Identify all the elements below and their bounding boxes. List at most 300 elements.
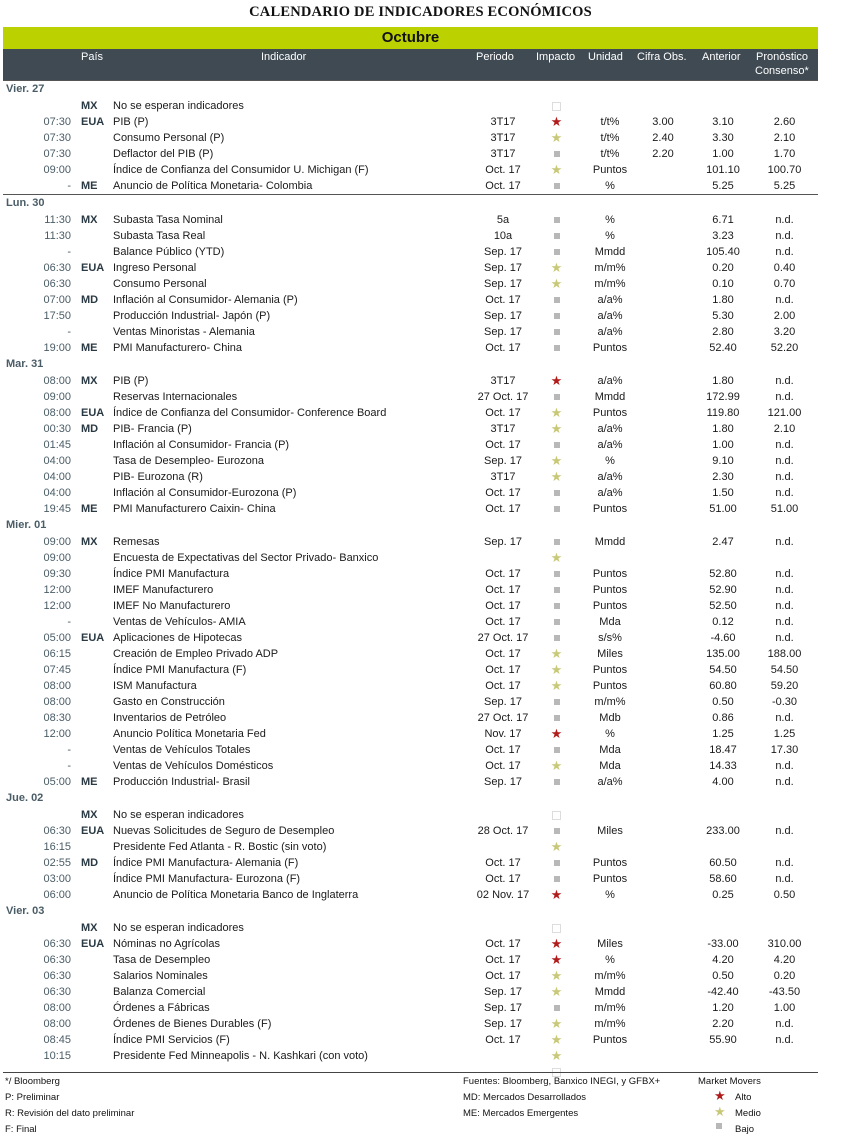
country-cell: ME	[81, 503, 98, 515]
period-cell: 28 Oct. 17	[477, 825, 529, 837]
period-cell: 27 Oct. 17	[477, 391, 529, 403]
footer-market-movers: Market Movers	[698, 1076, 761, 1087]
indicator-cell: Creación de Empleo Privado ADP	[113, 648, 279, 660]
table-row	[3, 968, 818, 984]
period-cell: Sep. 17	[484, 262, 522, 274]
unit-cell: Puntos	[592, 664, 628, 676]
period-cell: Sep. 17	[484, 246, 522, 258]
period-cell: Oct. 17	[485, 970, 521, 982]
indicator-cell: Inventarios de Petróleo	[113, 712, 227, 724]
table-row	[3, 694, 818, 710]
table-row	[3, 308, 818, 324]
period-cell: 02 Nov. 17	[476, 889, 530, 901]
header-anterior: Anterior	[702, 51, 741, 63]
impact-low-square-icon	[544, 1000, 569, 1016]
table-row	[3, 598, 818, 614]
table-row	[3, 887, 818, 903]
time-cell: -	[67, 760, 71, 772]
indicator-cell: Presidente Fed Atlanta - R. Bostic (sin voto)	[113, 841, 327, 853]
impact-low-square-icon	[544, 292, 569, 308]
previous-cell: 135.00	[706, 648, 740, 660]
unit-cell: Puntos	[592, 873, 628, 885]
previous-cell: 5.30	[712, 310, 734, 322]
table-row	[3, 614, 818, 630]
unit-cell: Miles	[597, 648, 623, 660]
unit-cell: a/a%	[597, 776, 623, 788]
indicator-cell: Índice PMI Manufactura- Eurozona (F)	[113, 873, 301, 885]
previous-cell: 0.10	[712, 278, 734, 290]
table-row	[3, 421, 818, 437]
previous-cell: 0.25	[712, 889, 734, 901]
impact-medium-star-icon: ★	[550, 1032, 563, 1047]
period-cell: Oct. 17	[485, 439, 521, 451]
day-header	[3, 356, 818, 373]
unit-cell: t/t%	[600, 116, 620, 128]
table-row	[3, 260, 818, 276]
impact-high-star-icon: ★	[550, 114, 563, 129]
country-cell: MX	[81, 922, 98, 934]
indicator-cell: Balance Público (YTD)	[113, 246, 225, 258]
impact-low-square-icon	[544, 855, 569, 871]
previous-cell: 58.60	[709, 873, 737, 885]
page-title: CALENDARIO DE INDICADORES ECONÓMICOS	[249, 4, 592, 20]
table-row	[3, 405, 818, 421]
forecast-cell: 17.30	[770, 744, 799, 756]
unit-cell: Puntos	[592, 584, 628, 596]
indicator-cell: Balanza Comercial	[113, 986, 206, 998]
forecast-cell: 3.20	[773, 326, 796, 338]
previous-cell: -42.40	[707, 986, 739, 998]
impact-low-square-icon	[544, 178, 569, 194]
footer-note-final: F: Final	[5, 1124, 37, 1135]
time-cell: 04:00	[43, 455, 71, 467]
time-cell: 08:00	[43, 1002, 71, 1014]
previous-cell: 1.20	[712, 1002, 734, 1014]
time-cell: 09:00	[43, 391, 71, 403]
impact-low-square-icon	[544, 340, 569, 356]
forecast-cell: 2.00	[773, 310, 796, 322]
time-cell: 17:50	[43, 310, 71, 322]
impact-medium-star-icon: ★	[550, 839, 563, 854]
indicator-cell: ISM Manufactura	[113, 680, 197, 692]
table-row	[3, 726, 818, 742]
period-cell: Oct. 17	[485, 680, 521, 692]
unit-cell: Miles	[597, 825, 623, 837]
country-cell: ME	[81, 342, 98, 354]
unit-cell: m/m%	[594, 262, 626, 274]
impact-medium-star-icon: ★	[550, 130, 563, 145]
country-cell: EUA	[81, 262, 105, 274]
day-header	[3, 790, 818, 807]
table-row	[3, 276, 818, 292]
observed-cell: 2.20	[652, 148, 674, 160]
unit-cell: a/a%	[597, 471, 623, 483]
forecast-cell: n.d.	[775, 536, 794, 548]
previous-cell: 54.50	[709, 664, 737, 676]
unit-cell: %	[605, 889, 615, 901]
indicator-cell: Inflación al Consumidor-Eurozona (P)	[113, 487, 297, 499]
period-cell: Oct. 17	[485, 294, 521, 306]
period-cell: Sep. 17	[484, 696, 522, 708]
time-cell: 06:30	[43, 986, 71, 998]
table-row	[3, 774, 818, 790]
period-cell: 3T17	[490, 423, 516, 435]
header-pais: País	[81, 51, 104, 63]
time-cell: 06:00	[43, 889, 71, 901]
period-cell: 3T17	[490, 375, 516, 387]
time-cell: 05:00	[43, 776, 71, 788]
period-cell: Oct. 17	[485, 857, 521, 869]
unit-cell: Puntos	[592, 342, 628, 354]
table-row	[3, 98, 818, 114]
time-cell: 08:45	[43, 1034, 71, 1046]
forecast-cell: n.d.	[775, 230, 794, 242]
unit-cell: %	[605, 214, 615, 226]
indicator-cell: Ventas de Vehículos- AMIA	[113, 616, 246, 628]
country-cell: EUA	[81, 407, 105, 419]
impact-low-square-icon	[544, 244, 569, 260]
table-row	[3, 1032, 818, 1048]
table-row	[3, 1048, 818, 1064]
time-cell: -	[67, 744, 71, 756]
unit-cell: %	[605, 230, 615, 242]
period-cell: 3T17	[490, 148, 516, 160]
time-cell: 11:30	[44, 214, 71, 226]
indicator-cell: Órdenes a Fábricas	[113, 1002, 210, 1014]
table-row	[3, 582, 818, 598]
period-cell: Oct. 17	[485, 873, 521, 885]
table-row	[3, 742, 818, 758]
indicator-cell: PIB- Francia (P)	[113, 423, 192, 435]
period-cell: 3T17	[490, 132, 516, 144]
time-cell: 04:00	[43, 471, 71, 483]
time-cell: 01:45	[43, 439, 71, 451]
table-row	[3, 162, 818, 178]
forecast-cell: 4.20	[773, 954, 796, 966]
period-cell: Oct. 17	[485, 938, 521, 950]
forecast-cell: n.d.	[775, 568, 794, 580]
time-cell: 19:00	[43, 342, 71, 354]
impact-low-square-icon	[544, 694, 569, 710]
forecast-cell: n.d.	[775, 873, 794, 885]
unit-cell: Puntos	[592, 1034, 628, 1046]
country-cell: ME	[81, 180, 98, 192]
unit-cell: a/a%	[597, 310, 623, 322]
unit-cell: Puntos	[592, 680, 628, 692]
previous-cell: 0.50	[712, 970, 734, 982]
day-header	[3, 903, 818, 920]
footer-note-bloomberg: */ Bloomberg	[5, 1076, 60, 1087]
unit-cell: Puntos	[592, 857, 628, 869]
impact-medium-star-icon: ★	[550, 758, 563, 773]
country-cell: EUA	[81, 938, 105, 950]
impact-low-square-icon	[544, 308, 569, 324]
impact-medium-star-icon: ★	[550, 276, 563, 291]
header-periodo: Periodo	[476, 51, 514, 63]
time-cell: 00:30	[43, 423, 71, 435]
time-cell: 06:30	[43, 954, 71, 966]
table-row	[3, 114, 818, 130]
previous-cell: 4.20	[712, 954, 734, 966]
previous-cell: 233.00	[706, 825, 740, 837]
forecast-cell: -0.30	[771, 696, 798, 708]
table-row	[3, 1000, 818, 1016]
period-cell: Oct. 17	[485, 954, 521, 966]
forecast-cell: n.d.	[775, 616, 794, 628]
table-row	[3, 839, 818, 855]
period-cell: Sep. 17	[484, 455, 522, 467]
period-cell: Oct. 17	[485, 600, 521, 612]
footer-sources: Fuentes: Bloomberg, Banxico INEGI, y GFBX+	[463, 1076, 661, 1087]
table-row	[3, 550, 818, 566]
impact-medium-star-icon: ★	[550, 1016, 563, 1031]
period-cell: Oct. 17	[485, 180, 521, 192]
table-row	[3, 130, 818, 146]
indicator-cell: IMEF No Manufacturero	[113, 600, 231, 612]
unit-cell: Puntos	[592, 503, 628, 515]
forecast-cell: n.d.	[775, 246, 794, 258]
unit-cell: Miles	[597, 938, 623, 950]
day-label: Jue. 02	[6, 792, 44, 804]
indicator-cell: IMEF Manufacturero	[113, 584, 214, 596]
table-row	[3, 178, 818, 194]
previous-cell: 2.20	[712, 1018, 734, 1030]
indicator-cell: Ingreso Personal	[113, 262, 197, 274]
forecast-cell: n.d.	[775, 776, 794, 788]
time-cell: 12:00	[43, 584, 71, 596]
time-cell: 11:30	[44, 230, 71, 242]
impact-medium-star-icon: ★	[550, 646, 563, 661]
unit-cell: Mda	[599, 616, 621, 628]
unit-cell: Mda	[599, 760, 621, 772]
time-cell: 08:00	[43, 696, 71, 708]
table-row	[3, 823, 818, 839]
time-cell: -	[67, 246, 71, 258]
time-cell: 07:00	[43, 294, 71, 306]
indicator-cell: PIB (P)	[113, 116, 149, 128]
previous-cell: 0.20	[712, 262, 734, 274]
header-indicador: Indicador	[261, 51, 307, 63]
forecast-cell: n.d.	[775, 712, 794, 724]
indicator-cell: Nuevas Solicitudes de Seguro de Desempleo	[113, 825, 335, 837]
indicator-cell: Índice PMI Servicios (F)	[113, 1034, 230, 1046]
time-cell: 02:55	[43, 857, 71, 869]
country-cell: ME	[81, 776, 98, 788]
day-label: Mier. 01	[6, 519, 47, 531]
legend-low-square-icon	[716, 1123, 722, 1129]
footer-note-preliminar: P: Preliminar	[5, 1092, 60, 1103]
previous-cell: 2.47	[712, 536, 734, 548]
time-cell: 07:45	[43, 664, 71, 676]
previous-cell: 3.23	[712, 230, 734, 242]
forecast-cell: n.d.	[775, 214, 794, 226]
indicator-cell: Anuncio Política Monetaria Fed	[113, 728, 266, 740]
impact-low-square-icon	[544, 742, 569, 758]
previous-cell: 60.50	[709, 857, 737, 869]
forecast-cell: 1.70	[773, 148, 796, 160]
impact-low-square-icon	[544, 582, 569, 598]
previous-cell: 18.47	[709, 744, 737, 756]
footer-md: MD: Mercados Desarrollados	[463, 1092, 587, 1103]
period-cell: Oct. 17	[485, 407, 521, 419]
forecast-cell: n.d.	[775, 375, 794, 387]
indicator-cell: Órdenes de Bienes Durables (F)	[113, 1018, 272, 1030]
impact-high-star-icon: ★	[550, 952, 563, 967]
indicator-cell: Gasto en Construcción	[113, 696, 225, 708]
footer-note-revision: R: Revisión del dato preliminar	[5, 1108, 135, 1119]
unit-cell: %	[605, 728, 615, 740]
indicator-cell: Inflación al Consumidor- Alemania (P)	[113, 294, 298, 306]
forecast-cell: 1.00	[773, 1002, 796, 1014]
impact-low-square-icon	[544, 614, 569, 630]
indicator-cell: Producción Industrial- Japón (P)	[113, 310, 271, 322]
forecast-cell: 2.60	[773, 116, 796, 128]
indicator-cell: PMI Manufacturero- China	[113, 342, 242, 354]
day-label: Vier. 03	[6, 905, 45, 917]
period-cell: 27 Oct. 17	[477, 712, 529, 724]
legend-high-star-icon: ★	[714, 1088, 726, 1103]
table-row	[3, 566, 818, 582]
period-cell: Oct. 17	[485, 568, 521, 580]
impact-low-square-icon	[544, 823, 569, 839]
previous-cell: 52.80	[709, 568, 737, 580]
unit-cell: a/a%	[597, 423, 623, 435]
indicator-cell: Salarios Nominales	[113, 970, 208, 982]
indicator-cell: PMI Manufacturero Caixin- China	[113, 503, 276, 515]
previous-cell: 1.00	[712, 148, 734, 160]
indicator-cell: Ventas Minoristas - Alemania	[113, 326, 255, 338]
legend-medium-star-icon: ★	[714, 1104, 726, 1119]
previous-cell: 52.50	[709, 600, 737, 612]
indicator-cell: Índice de Confianza del Consumidor- Conference Board	[113, 407, 387, 419]
indicator-cell: Ventas de Vehículos Domésticos	[113, 760, 274, 772]
day-label: Lun. 30	[6, 197, 45, 209]
indicator-cell: Índice PMI Manufactura	[113, 568, 230, 580]
forecast-cell: n.d.	[775, 294, 794, 306]
forecast-cell: n.d.	[775, 455, 794, 467]
indicator-cell: Consumo Personal	[113, 278, 207, 290]
previous-cell: 51.00	[709, 503, 737, 515]
table-row	[3, 244, 818, 260]
previous-cell: 52.40	[709, 342, 737, 354]
indicator-cell: Inflación al Consumidor- Francia (P)	[113, 439, 290, 451]
time-cell: 12:00	[43, 600, 71, 612]
indicator-cell: Remesas	[113, 536, 160, 548]
unit-cell: Mmdd	[594, 986, 626, 998]
impact-low-square-icon	[544, 871, 569, 887]
table-row	[3, 871, 818, 887]
unit-cell: a/a%	[597, 487, 623, 499]
header-unidad: Unidad	[588, 51, 623, 63]
period-cell: Oct. 17	[485, 487, 521, 499]
footer	[3, 1072, 818, 1135]
previous-cell: -33.00	[707, 938, 739, 950]
legend-medio: Medio	[735, 1108, 761, 1119]
country-cell: EUA	[81, 116, 105, 128]
forecast-cell: n.d.	[775, 600, 794, 612]
table-header	[3, 49, 818, 80]
forecast-cell: -43.50	[768, 986, 801, 998]
unit-cell: Mmdd	[594, 246, 626, 258]
period-cell: 3T17	[490, 471, 516, 483]
time-cell: 08:00	[43, 375, 71, 387]
forecast-cell: 2.10	[773, 132, 796, 144]
time-cell: 08:30	[43, 712, 71, 724]
time-cell: 06:15	[43, 648, 71, 660]
table-row	[3, 984, 818, 1000]
unit-cell: a/a%	[597, 439, 623, 451]
table-row	[3, 437, 818, 453]
day-header	[3, 80, 818, 98]
indicator-cell: Anuncio de Política Monetaria Banco de Inglaterra	[113, 889, 359, 901]
time-cell: 07:30	[43, 116, 71, 128]
impact-medium-star-icon: ★	[550, 260, 563, 275]
impact-low-square-icon	[544, 228, 569, 244]
forecast-cell: n.d.	[775, 584, 794, 596]
impact-low-square-icon	[544, 774, 569, 790]
table-row	[3, 710, 818, 726]
period-cell: Sep. 17	[484, 776, 522, 788]
month-banner: Octubre	[3, 27, 818, 49]
period-cell: Oct. 17	[485, 648, 521, 660]
time-cell: 06:30	[43, 970, 71, 982]
day-label: Mar. 31	[6, 358, 44, 370]
time-cell: 06:30	[43, 825, 71, 837]
country-cell: MX	[81, 214, 98, 226]
time-cell: 09:00	[43, 164, 71, 176]
indicator-cell: Tasa de Desempleo- Eurozona	[113, 455, 265, 467]
previous-cell: 1.25	[712, 728, 734, 740]
forecast-cell: 5.25	[773, 180, 796, 192]
impact-low-square-icon	[544, 389, 569, 405]
forecast-cell: n.d.	[775, 487, 794, 499]
period-cell: 10a	[493, 230, 513, 242]
previous-cell: 0.86	[712, 712, 734, 724]
impact-low-square-icon	[544, 212, 569, 228]
forecast-cell: 2.10	[773, 423, 796, 435]
period-cell: Oct. 17	[485, 616, 521, 628]
previous-cell: 14.33	[709, 760, 737, 772]
day-header	[3, 517, 818, 534]
period-cell: Sep. 17	[484, 310, 522, 322]
previous-cell: 1.50	[712, 487, 734, 499]
time-cell: 09:00	[43, 552, 71, 564]
table-row	[3, 373, 818, 389]
impact-medium-star-icon: ★	[550, 968, 563, 983]
previous-cell: 6.71	[712, 214, 734, 226]
previous-cell: 1.80	[712, 423, 734, 435]
indicator-cell: Tasa de Desempleo	[113, 954, 211, 966]
time-cell: -	[67, 180, 71, 192]
indicator-cell: Ventas de Vehículos Totales	[113, 744, 251, 756]
unit-cell: Puntos	[592, 568, 628, 580]
time-cell: 08:00	[43, 680, 71, 692]
unit-cell: Puntos	[592, 407, 628, 419]
period-cell: Nov. 17	[484, 728, 522, 740]
time-cell: 03:00	[43, 873, 71, 885]
period-cell: Sep. 17	[484, 986, 522, 998]
forecast-cell: 0.50	[773, 889, 796, 901]
previous-cell: 5.25	[712, 180, 734, 192]
period-cell: 3T17	[490, 116, 516, 128]
forecast-cell: 0.40	[773, 262, 796, 274]
unit-cell: t/t%	[600, 132, 620, 144]
unit-cell: m/m%	[594, 970, 626, 982]
table-row	[3, 292, 818, 308]
header-consenso: Consenso*	[755, 65, 809, 77]
impact-high-star-icon: ★	[550, 887, 563, 902]
table-row	[3, 646, 818, 662]
